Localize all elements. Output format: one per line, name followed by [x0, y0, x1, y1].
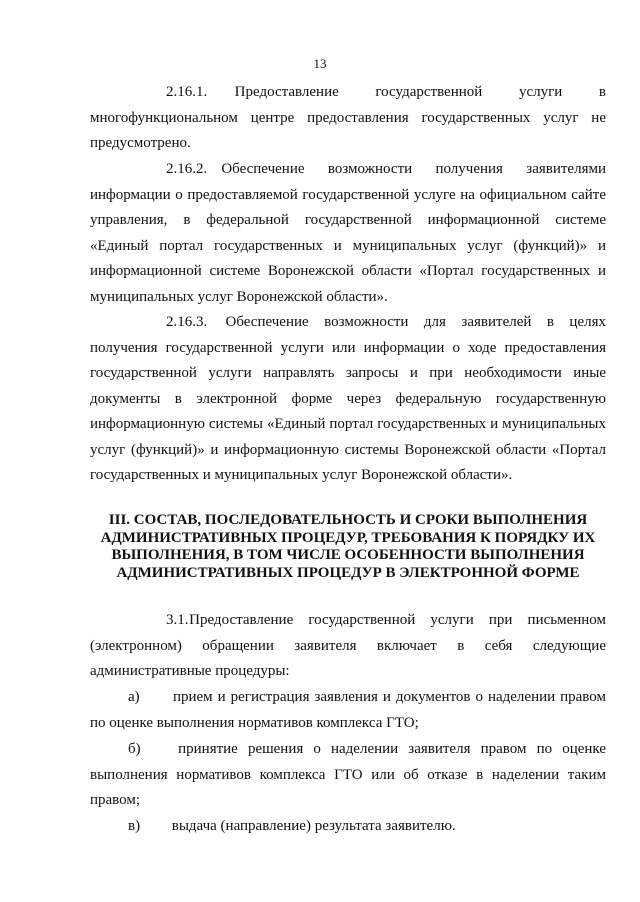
list-item-c	[90, 814, 606, 840]
paragraph-text: Обеспечение возможности для заявителей в целях получения государственной услуги или информации о ходе предоставления государственной услуги направлять запросы и при необходимости иные документы в электронной форме через федеральную государственную информационную системы «Единый портал государственных и муниципальных услуг (функций)» и информационную системы Воронежской области «Портал государственных и муниципальных услуг Воронежской области».	[90, 314, 606, 483]
paragraph-text: Предоставление государственной услуги в многофункциональном центре предоставления государственных услуг не предусмотрено.	[90, 84, 607, 151]
list-item-b	[90, 737, 606, 814]
list-item-a	[90, 685, 606, 736]
paragraph-number: 3.1.	[166, 612, 189, 628]
paragraph-2-16-1	[90, 80, 606, 157]
paragraph-number: 2.16.3.	[166, 314, 208, 330]
paragraph-2-16-3	[90, 310, 606, 489]
list-item-text: прием и регистрация заявления и документов о наделении правом по оценке выполнения нормативов комплекса ГТО;	[90, 689, 606, 731]
list-marker: б)	[128, 741, 141, 757]
section-heading-line: АДМИНИСТРАТИВНЫХ ПРОЦЕДУР, ТРЕБОВАНИЯ К ПОРЯДКУ ИХ	[100, 529, 596, 546]
paragraph-number: 2.16.2.	[166, 161, 208, 177]
section-heading	[90, 512, 606, 582]
list-marker: в)	[128, 818, 141, 834]
paragraph-text: Обеспечение возможности получения заявителями информации о предоставляемой государственной услуге на официальном сайте управления, в федеральной государственной информационной системе «Единый портал государственных и муниципальных услуг (функций)» и информационной системе Воронежской области «Портал государственных и муниципальных услуг Воронежской области».	[90, 161, 606, 305]
list-item-text: принятие решения о наделении заявителя правом по оценке выполнения нормативов комплекса ГТО или об отказе в наделении таким правом;	[90, 741, 606, 808]
paragraph-number: 2.16.1.	[166, 84, 208, 100]
paragraph-3-1	[90, 608, 606, 685]
section-heading-line: ВЫПОЛНЕНИЯ, В ТОМ ЧИСЛЕ ОСОБЕННОСТИ ВЫПОЛНЕНИЯ	[111, 547, 585, 563]
paragraph-text: Предоставление государственной услуги при письменном (электронном) обращении заявителя включает в себя следующие административные процедуры:	[90, 612, 607, 679]
page-number: 13	[313, 56, 327, 71]
section-heading-line: АДМИНИСТРАТИВНЫХ ПРОЦЕДУР В ЭЛЕКТРОННОЙ ФОРМЕ	[116, 564, 580, 581]
list-item-text: выдача (направление) результата заявителю.	[171, 818, 456, 834]
list-marker: а)	[128, 689, 140, 705]
section-heading-line: III. СОСТАВ, ПОСЛЕДОВАТЕЛЬНОСТЬ И СРОКИ ВЫПОЛНЕНИЯ	[108, 512, 588, 528]
paragraph-2-16-2	[90, 157, 606, 310]
